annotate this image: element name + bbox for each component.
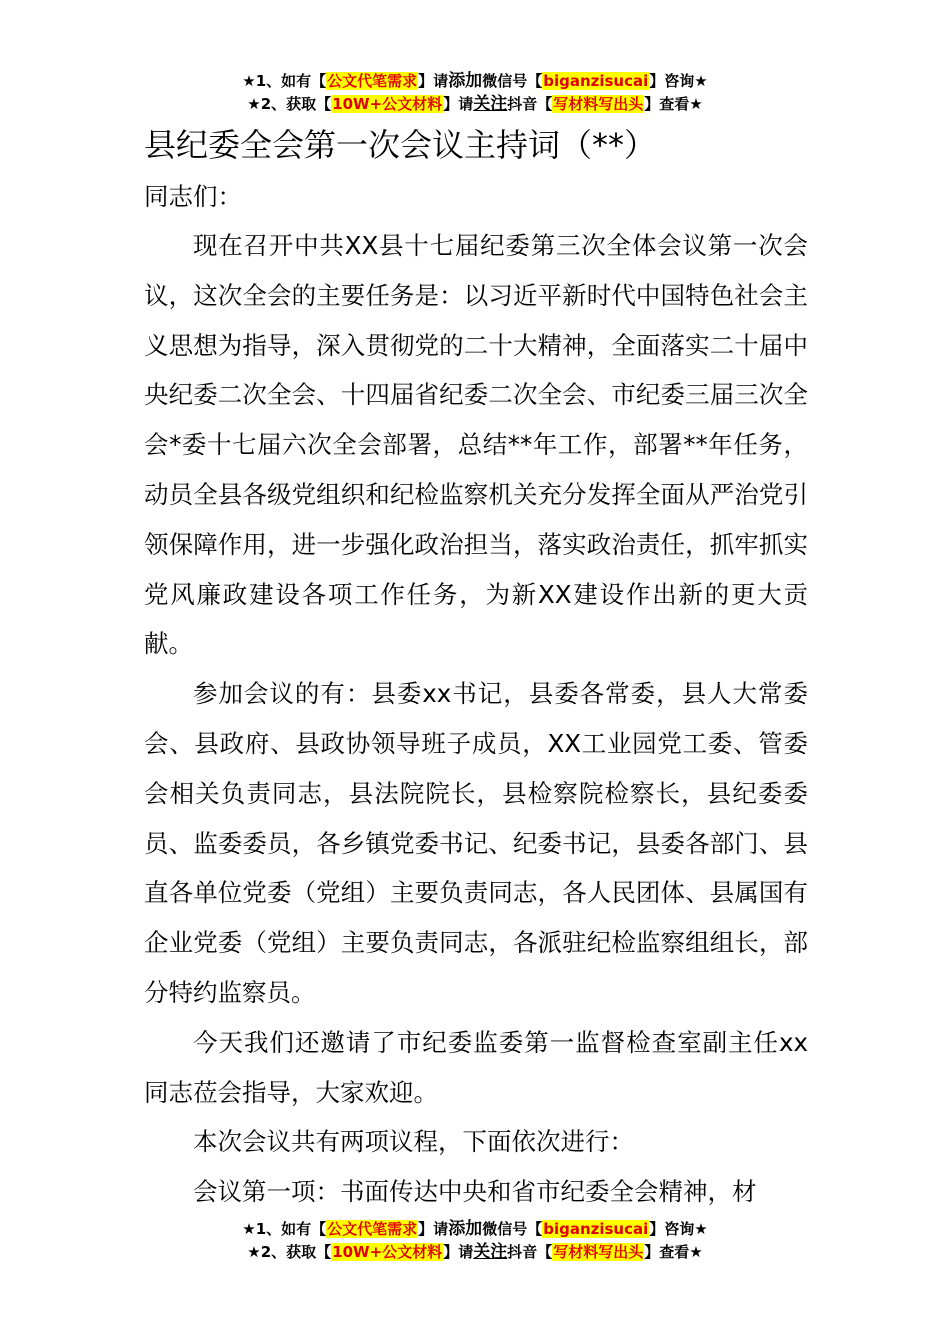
banner-line-2: [0, 1241, 950, 1264]
banner-text: 抖音【: [507, 1243, 553, 1261]
paragraph-1: 现在召开中共XX县十七届纪委第三次全体会议第一次会议，这次全会的主要任务是：以习近平新时代中国特色社会主义思想为指导，深入贯彻党的二十大精神，全面落实二十届中央纪委二次全会、十四届省纪委二次全会、市纪委三届三次全会*委十七届六次全会部署，总结**年工作，部署**年任务，动员全县各级党组织和纪检监察机关充分发挥全面从严治党引领保障作用，进一步强化政治担当，落实政治责任，抓牢抓实党风廉政建设各项工作任务，为新XX建设作出新的更大贡献。: [144, 231, 808, 659]
banner-highlight: 10W+公文材料: [332, 1243, 443, 1261]
banner-emphasis: 添加: [448, 1219, 483, 1239]
banner-text: 微信号【: [482, 72, 543, 90]
banner-highlight: 公文代笔需求: [327, 1220, 418, 1238]
banner-highlight: biganzisucai: [543, 1220, 649, 1238]
paragraph-2: 参加会议的有：县委xx书记，县委各常委，县人大常委会、县政府、县政协领导班子成员，XX工业园党工委、管委会相关负责同志，县法院院长，县检察院检察长，县纪委委员、监委委员，各乡镇党委书记、纪委书记，县委各部门、县直各单位党委（党组）主要负责同志，各人民团体、县属国有企业党委（党组）主要负责同志，各派驻纪检监察组组长，部分特约监察员。: [144, 679, 808, 1007]
banner-emphasis: 关注: [473, 1242, 508, 1262]
banner-highlight: 10W+公文材料: [332, 95, 443, 113]
banner-highlight: 写材料写出头: [553, 95, 644, 113]
banner-emphasis: 添加: [448, 71, 483, 91]
banner-text: ★2、获取【: [247, 95, 332, 113]
banner-line-1: [0, 70, 950, 93]
banner-text: 抖音【: [507, 95, 553, 113]
banner-text: 】查看★: [644, 95, 703, 113]
banner-highlight: 公文代笔需求: [327, 72, 418, 90]
banner-emphasis: 关注: [473, 94, 508, 114]
banner-line-1: [0, 1218, 950, 1241]
banner-text: ★2、获取【: [247, 1243, 332, 1261]
banner-text: 微信号【: [482, 1220, 543, 1238]
bottom-banner: [0, 1218, 950, 1264]
banner-text: 】请: [443, 1243, 474, 1261]
document-body: [144, 118, 808, 1217]
banner-highlight: biganzisucai: [543, 72, 649, 90]
banner-text: 】咨询★: [649, 72, 708, 90]
paragraph-3: 今天我们还邀请了市纪委监委第一监督检查室副主任xx同志莅会指导，大家欢迎。: [144, 1027, 808, 1107]
banner-line-2: [0, 93, 950, 116]
paragraph-4: 本次会议共有两项议程，下面依次进行：: [193, 1127, 634, 1157]
top-banner: [0, 70, 950, 116]
salutation: 同志们：: [144, 182, 242, 211]
banner-text: ★1、如有【: [242, 72, 327, 90]
paragraph-5: 会议第一项：书面传达中央和省市纪委全会精神，材: [193, 1177, 757, 1207]
banner-highlight: 写材料写出头: [553, 1243, 644, 1261]
banner-text: 】请: [418, 1220, 449, 1238]
banner-text: 】请: [418, 72, 449, 90]
document-title: 县纪委全会第一次会议主持词（**）: [144, 126, 657, 164]
banner-text: 】请: [443, 95, 474, 113]
banner-text: 】查看★: [644, 1243, 703, 1261]
banner-text: ★1、如有【: [242, 1220, 327, 1238]
banner-text: 】咨询★: [649, 1220, 708, 1238]
